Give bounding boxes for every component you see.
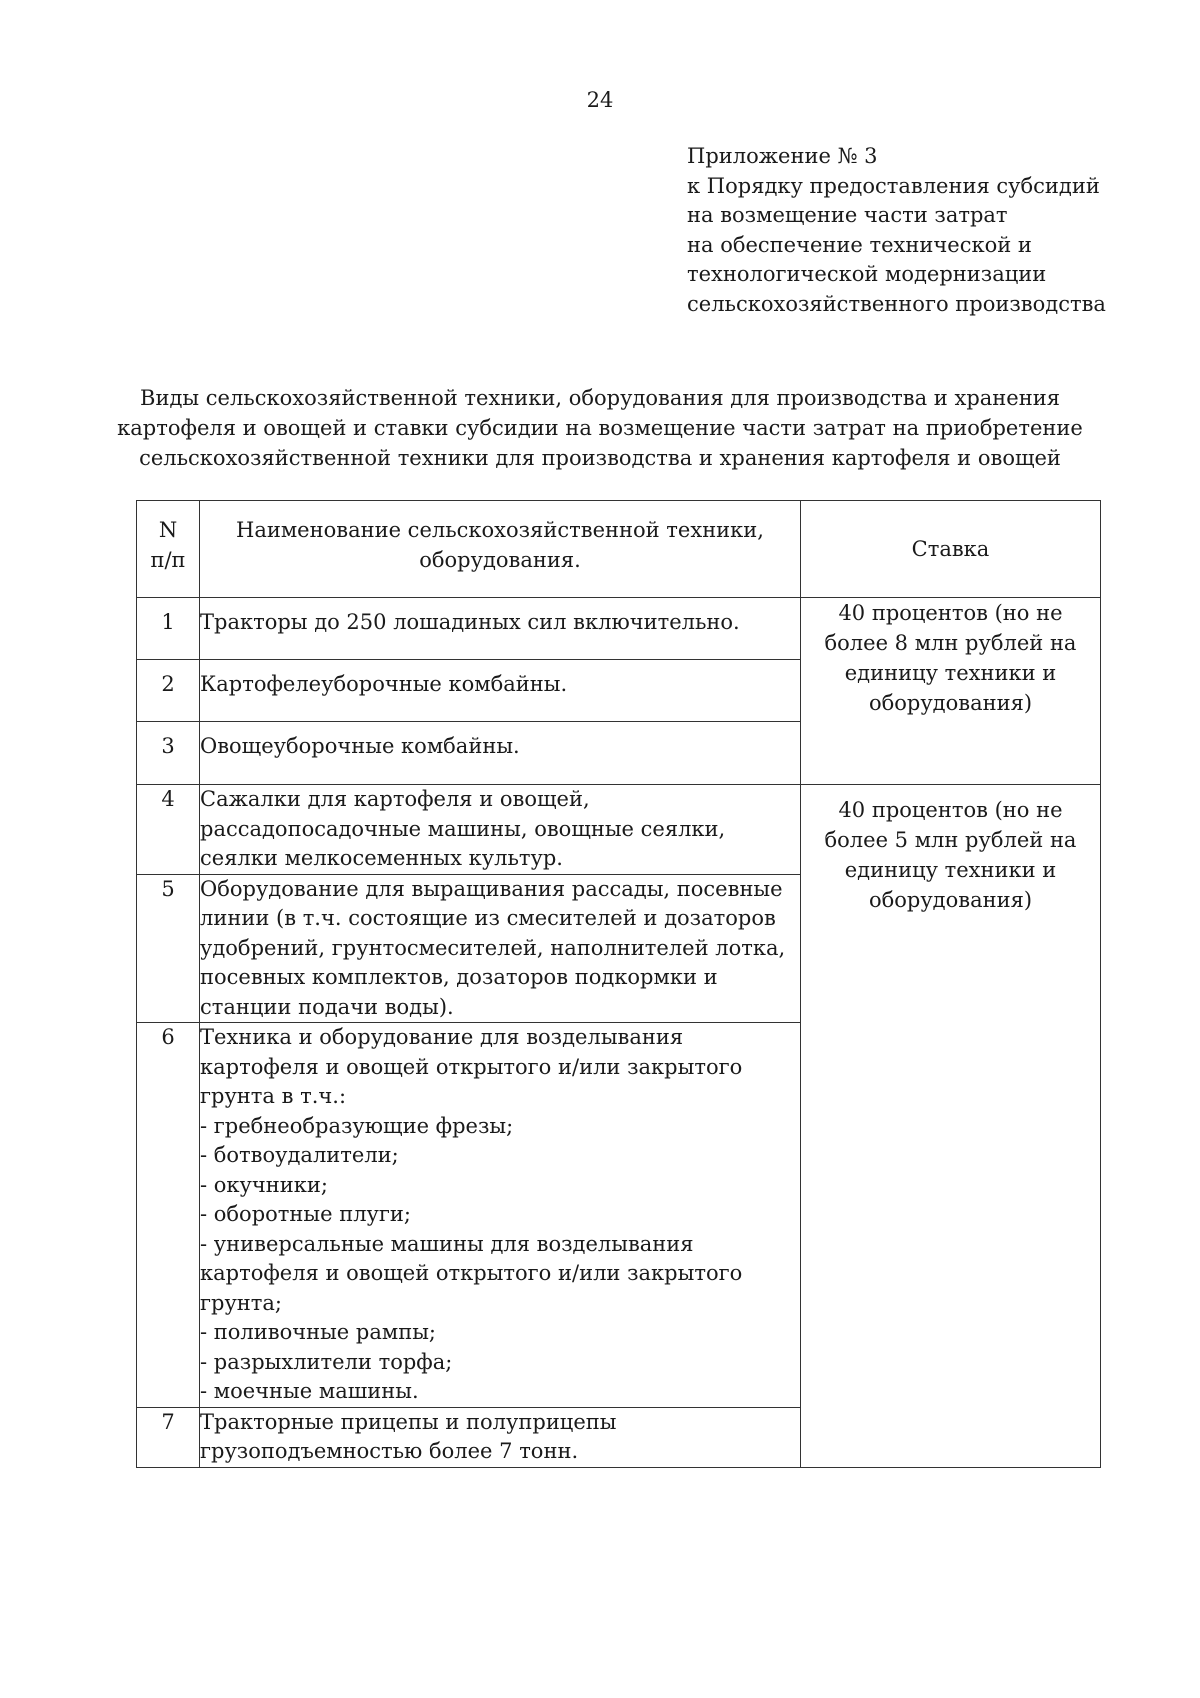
row-name: Тракторы до 250 лошадиных сил включительно. — [200, 598, 801, 660]
appendix-line: к Порядку предоставления субсидий — [687, 173, 1100, 198]
row-name: Сажалки для картофеля и овощей, рассадопосадочные машины, овощные сеялки, сеялки мелкосеменных культур. — [200, 785, 801, 875]
table-header-row — [137, 501, 1101, 598]
appendix-line: на обеспечение технической и — [687, 232, 1032, 257]
document-title — [0, 383, 1200, 473]
title-line: Виды сельскохозяйственной техники, оборудования для производства и хранения — [140, 386, 1060, 410]
header-name: Наименование сельскохозяйственной техники, оборудования. — [200, 501, 801, 598]
row-number: 6 — [137, 1023, 200, 1408]
row-name: Техника и оборудование для возделывания картофеля и овощей открытого и/или закрытого грунта в т.ч.: - гребнеобразующие фрезы; - ботвоудалители; - окучники; - оборотные плуги; - универсальные машины для возделывания картофеля и овощей открытого и/или закрытого грунта; - поливочные рампы; - разрыхлители торфа; - моечные машины. — [200, 1023, 801, 1408]
table-row — [137, 785, 1101, 875]
header-rate: Ставка — [801, 501, 1101, 598]
row-name: Картофелеуборочные комбайны. — [200, 660, 801, 722]
rate-cell: 40 процентов (но не более 5 млн рублей на единицу техники и оборудования) — [801, 785, 1101, 1468]
rate-cell: 40 процентов (но не более 8 млн рублей на единицу техники и оборудования) — [801, 598, 1101, 785]
title-line: картофеля и овощей и ставки субсидии на возмещение части затрат на приобретение — [117, 416, 1083, 440]
table-row — [137, 598, 1101, 660]
row-number: 1 — [137, 598, 200, 660]
appendix-reference — [687, 142, 1187, 319]
appendix-line: Приложение № 3 — [687, 144, 878, 168]
row-number: 2 — [137, 660, 200, 722]
row-name: Оборудование для выращивания рассады, посевные линии (в т.ч. состоящие из смесителей и дозаторов удобрений, грунтосмесителей, наполнителей лотка, посевных комплектов, дозаторов подкормки и станции подачи воды). — [200, 874, 801, 1023]
appendix-line: сельскохозяйственного производства — [687, 291, 1106, 316]
row-name: Тракторные прицепы и полуприцепы грузоподъемностью более 7 тонн. — [200, 1407, 801, 1467]
equipment-rates-table — [136, 500, 1101, 1468]
row-number: 7 — [137, 1407, 200, 1467]
appendix-line: на возмещение части затрат — [687, 203, 1008, 227]
appendix-line: технологической модернизации — [687, 262, 1047, 286]
row-number: 4 — [137, 785, 200, 875]
row-name: Овощеуборочные комбайны. — [200, 722, 801, 785]
page-number: 24 — [586, 88, 614, 112]
header-number: N п/п — [137, 501, 200, 598]
row-number: 5 — [137, 874, 200, 1023]
title-line: сельскохозяйственной техники для производства и хранения картофеля и овощей — [139, 446, 1061, 470]
row-number: 3 — [137, 722, 200, 785]
